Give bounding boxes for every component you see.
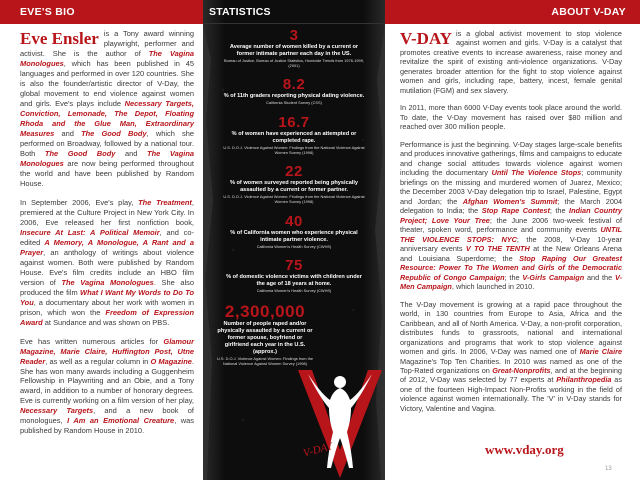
vday-lead: V-DAY xyxy=(400,29,452,48)
page-number: 13 xyxy=(605,466,612,472)
highlighted-text: UNTIL THE VIOLENCE STOPS: NYC xyxy=(400,225,622,244)
stat-source: U.S. D.O.J. Violence Against Women: Findings from the National Violence Against Women Survey (1998) xyxy=(223,144,365,155)
stat-item xyxy=(203,303,385,366)
body-text: and xyxy=(54,128,82,138)
body-text: In 2011, more than 6000 V-Day events took place around the world. To date, the V-Day movement has raised over $80 million and reached over 300 million people. xyxy=(400,103,622,132)
highlighted-text: The Treatment xyxy=(138,197,192,207)
body-text: , as well as a regular column in xyxy=(45,356,151,366)
bio-column xyxy=(0,0,203,480)
highlighted-text: V-Girls Campaign xyxy=(522,272,585,282)
highlighted-text: Stop Raping Our Greatest Resource: Power To The Women and Girls of the Democratic Republic of Congo Campaign xyxy=(400,253,622,282)
highlighted-text: O Magazine xyxy=(150,356,192,366)
about-paragraph-4 xyxy=(400,300,622,414)
stat-number: 3 xyxy=(289,27,299,44)
stat-item xyxy=(203,77,385,106)
highlighted-text: V-Men Campaign xyxy=(400,272,622,292)
body-text: ; community briefings on the missing and murdered women of Juarez, Mexico; the December 2003 V-Day delegation trip to Israel, Palestine, Egypt and Jordan; the xyxy=(400,168,623,206)
bio-header: EVE'S BIO xyxy=(0,0,203,24)
highlighted-text: Necessary Targets, Conviction, Lemonade, The Depot, Floating Rhoda and the Glue Man, Extraordinary Measures xyxy=(20,98,194,138)
highlighted-text: Marie Claire xyxy=(579,347,623,357)
about-paragraph-1 xyxy=(400,29,622,95)
stat-item xyxy=(203,214,385,250)
highlighted-text: Philanthropedia xyxy=(556,375,612,385)
author-name: Eve Ensler xyxy=(20,29,99,48)
about-body xyxy=(385,24,640,413)
about-paragraph-3 xyxy=(400,140,622,292)
body-text: is a global activist movement to stop violence against women and girls. V-Day is a catalyst that promotes creative events to increase awareness, raise money and revitalize the spirit of existing anti-violence organizations. V-Day generates broader attention for the fight to stop violence against women and girls, including rape, battery, incest, female genital mutilation (FGM) and sex slavery. xyxy=(400,29,622,95)
stat-description: % of 11th graders reporting physical dating violence. xyxy=(223,93,365,100)
statistics-header: STATISTICS xyxy=(203,0,385,24)
highlighted-text: I Am an Emotional Creature xyxy=(67,416,175,426)
stat-source: Bureau of Justice, Bureau of Justice Statistics, Homicide Trends from 1976-1999, (2001) xyxy=(224,57,364,68)
body-text: ; the June 2006 two-week festival of theater, spoken word, performance and community events xyxy=(400,215,623,235)
stat-number: 75 xyxy=(285,257,303,275)
about-paragraph-2 xyxy=(400,103,622,131)
body-text: In September 2006, Eve's play, xyxy=(20,197,139,207)
stat-source: U.S. D.O.J. Violence Against Women: Findings from the National Violence Against Women Survey (1998) xyxy=(223,194,365,205)
statistics-column xyxy=(203,0,385,480)
vday-stamp: V-DAY xyxy=(301,440,334,460)
body-text: , which she performed on Broadway, followed by a national tour. Both xyxy=(20,128,194,158)
highlighted-text: The Vagina Monologues xyxy=(20,148,194,168)
body-text: ; the xyxy=(549,206,570,216)
stat-source: California Student Survey (CSS) xyxy=(266,100,322,106)
body-text: Performance is just the beginning. V-Day stages large-scale benefits and produces innovative gatherings, films and campaigns to educate and change social attitudes towards violence against women including the documentary xyxy=(400,139,622,178)
website-link[interactable]: www.vday.org xyxy=(485,442,564,457)
highlighted-text: Until The Violence Stops xyxy=(491,168,582,178)
stat-number: 16.7 xyxy=(278,114,310,132)
highlighted-text: What I Want My Words to Do To You xyxy=(20,287,195,307)
highlighted-text: V TO THE TENTH xyxy=(465,244,530,254)
body-text: , a documentary about her work with women in prison, which won the xyxy=(20,297,194,317)
body-text: as one of the fourteen High-Impact Non-Profits working in the field of violence against women internationally. The 'V' in V-Day stands for Victory, Valentine and Vagina. xyxy=(400,375,623,413)
body-text: ; the xyxy=(504,272,523,282)
body-text: is a Tony award winning playwright, performer and activist. She is the author of xyxy=(20,29,194,58)
bio-paragraph-2 xyxy=(20,198,194,328)
stat-source: U.S. D.O.J. Violence Against Women: Findings from the National Violence Against Women Survey (1998) xyxy=(216,355,314,366)
body-text: , which launched in 2010. xyxy=(451,282,535,292)
body-text: at Sundance and was shown on PBS. xyxy=(42,317,170,327)
stat-number: 40 xyxy=(285,212,303,230)
stat-description: % of women surveyed reported being physically assaulted by a current or former partner. xyxy=(229,180,359,194)
highlighted-text: The Vagina Monologues xyxy=(61,277,154,287)
highlighted-text: Afghan Women's Summit xyxy=(462,196,558,206)
about-column xyxy=(385,0,640,480)
body-text: are now being performed throughout the world and have been published by Random House. xyxy=(20,158,194,188)
body-text: , premiered at the Culture Project in New York City. In 2006, Eve released her first nonfiction book, xyxy=(20,197,194,227)
stat-item xyxy=(203,164,385,204)
stat-source: California Women's Health Survey (CWHS) xyxy=(256,288,332,294)
stat-item xyxy=(203,28,385,68)
body-text: and xyxy=(115,148,148,158)
stats-list xyxy=(203,28,385,375)
stat-item xyxy=(203,115,385,155)
body-text: , and at the beginning of 2012, V-Day was selected by 77 experts at xyxy=(400,365,622,385)
stat-description: % of women have experienced an attempted or completed rape. xyxy=(231,131,357,144)
body-text: . She has won many awards including a Guggenheim Fellowship in Playwriting and an Obie, and a Tony award, in addition to a number of honorary degrees. Eve is currently working on a film version of her play, xyxy=(20,356,194,406)
highlighted-text: Insecure At Last: A Political Memoir xyxy=(20,227,160,237)
stat-item xyxy=(203,258,385,294)
stat-source: California Women's Health Survey (CWHS) xyxy=(256,243,332,249)
body-text: , which has been published in 45 languages and performed in over 120 countries. She is also the founder/artistic director of V-Day, the global movement to end violence against women and girls. Eve's plays include xyxy=(20,58,194,108)
stat-number: 2,300,000 xyxy=(224,302,306,322)
highlighted-text: Indian Country Project; Love Your Tree xyxy=(400,206,622,225)
stat-description: % of domestic violence victims with children under the age of 18 years at home. xyxy=(226,274,362,288)
highlighted-text: Necessary Targets xyxy=(20,406,94,416)
body-text: , and a new book of monologues, xyxy=(20,406,194,426)
bio-paragraph-3 xyxy=(20,337,194,437)
stat-description: Average number of women killed by a current or former intimate partner each day in the US. xyxy=(229,44,359,57)
body-text: , was published by Random House in 2010. xyxy=(20,416,194,436)
highlighted-text: Great-Nonprofits xyxy=(492,365,551,375)
body-text: ; the March 2004 delegation to India; the xyxy=(400,196,623,216)
body-text: Magazine's Top Ten Charities. In 2010 was named as one of the Top-Rated organizations on xyxy=(400,356,622,375)
body-text: . She also produced the film xyxy=(20,277,195,297)
stat-number: 8.2 xyxy=(282,76,306,94)
body-text: at the New Orleans Arena and Louisiana Superdome; the xyxy=(400,244,622,263)
body-text: ; the 2008, V-Day 10-year anniversary events xyxy=(400,234,622,254)
highlighted-text: A Memory, A Monologue, A Rant and a Prayer xyxy=(20,237,194,257)
body-text: The V-Day movement is growing at a rapid pace throughout the world, in 130 countries from Europe to Asia, Africa and the Caribbean, and all of North America. V-Day, a non-profit corporation, distributes funds to grassroots, national and international organizations and programs that work to stop violence against women and girls. In 2006, V-Day was named one of xyxy=(400,299,622,357)
bio-body xyxy=(0,24,203,436)
body-text: , and co-edited xyxy=(20,227,194,247)
highlighted-text: The Good Body xyxy=(81,128,147,138)
stat-number: 22 xyxy=(285,163,303,181)
v-figure-icon xyxy=(298,360,382,478)
bio-paragraph-1 xyxy=(20,29,194,189)
about-header: ABOUT V-DAY xyxy=(385,0,640,24)
highlighted-text: Freedom of Expression Award xyxy=(20,307,194,327)
stat-description: Number of people raped and/or physically assaulted by a current or former spouse, boyfriend or girlfriend each year in the U.S. (approx.) xyxy=(217,321,313,355)
highlighted-text: The Vagina Monologues xyxy=(20,48,194,68)
highlighted-text: Stop Rape Contest xyxy=(481,206,550,216)
highlighted-text: Glamour Magazine, Marie Claire, Huffington Post, Utne Reader xyxy=(20,336,194,366)
body-text: Eve has written numerous articles for xyxy=(20,336,164,346)
stat-description: % of California women who experience physical intimate partner violence. xyxy=(230,229,358,243)
body-text: , an anthology of writings about violence against women. Both were published by Random House. Eve's film credits include an HBO film version of xyxy=(20,247,194,287)
highlighted-text: The Good Body xyxy=(44,148,116,158)
body-text: and the xyxy=(584,272,615,282)
